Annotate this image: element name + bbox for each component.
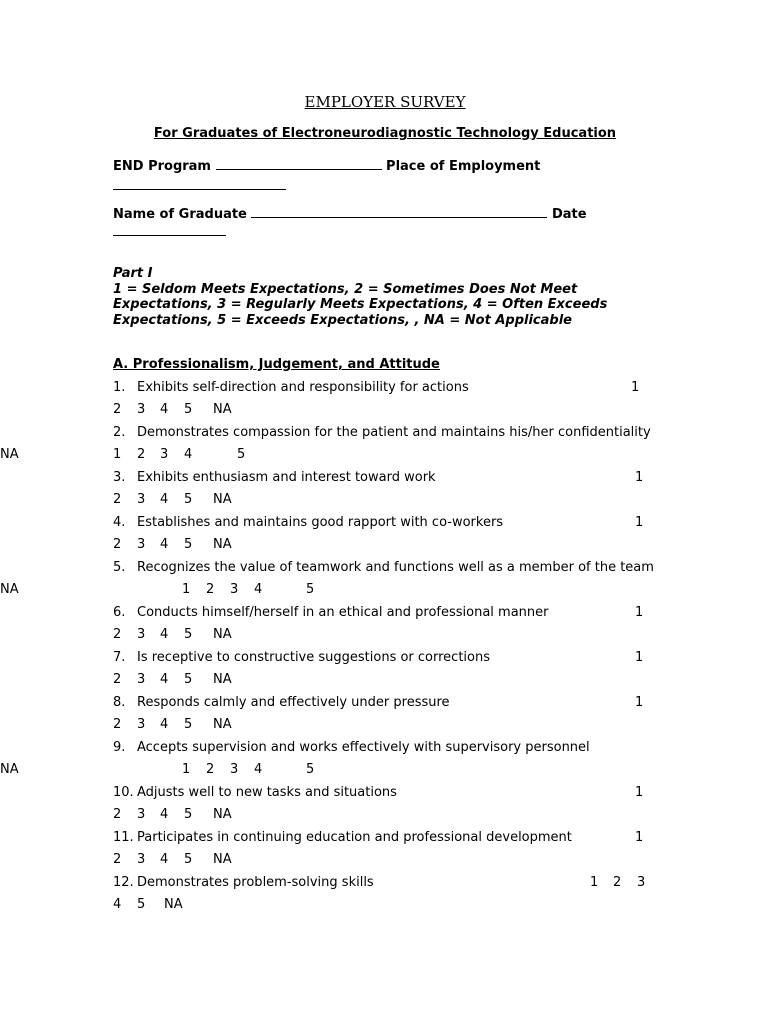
rating-option-2[interactable]: 2 — [113, 807, 122, 822]
item-text: Conducts himself/herself in an ethical and professional manner — [137, 605, 549, 620]
item-text: Responds calmly and effectively under pressure — [137, 695, 450, 710]
rating-option-4[interactable]: 4 — [254, 582, 263, 597]
item-number: 3. — [113, 470, 126, 485]
date-field[interactable] — [113, 234, 226, 236]
item-number: 9. — [113, 740, 126, 755]
item-number: 6. — [113, 605, 126, 620]
rating-option-na[interactable]: NA — [213, 537, 232, 552]
item-text: Participates in continuing education and professional development — [137, 830, 572, 845]
scale-line-3: Expectations, 5 = Exceeds Expectations, , NA = Not Applicable — [113, 312, 572, 328]
rating-option-3[interactable]: 3 — [137, 402, 146, 417]
rating-option-2[interactable]: 2 — [113, 717, 122, 732]
page-title: EMPLOYER SURVEY — [304, 93, 466, 111]
rating-option-1[interactable]: 1 — [635, 605, 644, 620]
rating-scale-legend — [113, 266, 633, 328]
item-number: 8. — [113, 695, 126, 710]
rating-option-na[interactable]: NA — [213, 717, 232, 732]
rating-option-5[interactable]: 5 — [137, 897, 146, 912]
rating-option-1[interactable]: 1 — [182, 762, 191, 777]
program-field[interactable] — [216, 157, 382, 170]
graduate-label: Name of Graduate — [113, 207, 247, 222]
survey-item — [113, 470, 436, 485]
item-text: Recognizes the value of teamwork and functions well as a member of the team — [137, 560, 654, 575]
rating-option-1[interactable]: 1 — [635, 515, 644, 530]
rating-option-5[interactable]: 5 — [184, 537, 193, 552]
item-text: Establishes and maintains good rapport with co-workers — [137, 515, 504, 530]
survey-item — [113, 380, 469, 395]
page-subtitle: For Graduates of Electroneurodiagnostic Technology Education — [153, 126, 617, 141]
graduate-field[interactable] — [251, 205, 547, 218]
item-text: Exhibits enthusiasm and interest toward work — [137, 470, 436, 485]
rating-option-5[interactable]: 5 — [237, 447, 246, 462]
date-label: Date — [551, 207, 587, 222]
rating-option-3[interactable]: 3 — [137, 717, 146, 732]
item-text: Demonstrates problem-solving skills — [137, 875, 374, 890]
rating-option-2[interactable]: 2 — [113, 402, 122, 417]
survey-item — [113, 425, 651, 440]
rating-option-2[interactable]: 2 — [137, 447, 146, 462]
rating-option-3[interactable]: 3 — [137, 852, 146, 867]
rating-option-5[interactable]: 5 — [184, 627, 193, 642]
survey-item — [113, 515, 503, 530]
rating-option-4[interactable]: 4 — [160, 627, 169, 642]
rating-option-na[interactable]: NA — [213, 852, 232, 867]
rating-option-1[interactable]: 1 — [635, 470, 644, 485]
graduate-row — [113, 205, 587, 222]
survey-item — [113, 785, 397, 800]
rating-option-2[interactable]: 2 — [113, 852, 122, 867]
section-a-heading: A. Professionalism, Judgement, and Attitude — [113, 357, 440, 372]
item-text: Demonstrates compassion for the patient and maintains his/her confidentiality — [137, 425, 651, 440]
item-number: 12. — [113, 875, 134, 890]
rating-option-5[interactable]: 5 — [184, 492, 193, 507]
rating-option-1[interactable]: 1 — [631, 380, 640, 395]
rating-option-1[interactable]: 1 — [635, 695, 644, 710]
scale-line-1: 1 = Seldom Meets Expectations, 2 = Sometimes Does Not Meet — [113, 281, 578, 297]
rating-option-3[interactable]: 3 — [160, 447, 169, 462]
rating-option-4[interactable]: 4 — [113, 897, 122, 912]
program-row — [113, 157, 540, 174]
rating-option-3[interactable]: 3 — [230, 762, 239, 777]
rating-option-3[interactable]: 3 — [137, 807, 146, 822]
rating-option-na[interactable]: NA — [164, 897, 183, 912]
rating-option-na[interactable]: NA — [213, 807, 232, 822]
item-text: Accepts supervision and works effectively with supervisory personnel — [137, 740, 590, 755]
survey-item — [113, 695, 450, 710]
item-number: 5. — [113, 560, 126, 575]
item-text: Adjusts well to new tasks and situations — [137, 785, 397, 800]
rating-option-1[interactable]: 1 — [635, 650, 644, 665]
rating-option-3[interactable]: 3 — [137, 492, 146, 507]
rating-option-4[interactable]: 4 — [160, 717, 169, 732]
rating-option-5[interactable]: 5 — [184, 852, 193, 867]
rating-option-5[interactable]: 5 — [184, 402, 193, 417]
rating-option-3[interactable]: 3 — [137, 672, 146, 687]
rating-option-3[interactable]: 3 — [137, 627, 146, 642]
rating-option-na[interactable]: NA — [0, 582, 19, 597]
rating-option-na[interactable]: NA — [0, 762, 19, 777]
item-number: 7. — [113, 650, 126, 665]
employment-label: Place of Employment — [386, 159, 541, 174]
rating-option-1[interactable]: 1 — [113, 447, 122, 462]
rating-option-3[interactable]: 3 — [230, 582, 239, 597]
rating-option-4[interactable]: 4 — [184, 447, 193, 462]
program-label: END Program — [113, 159, 211, 174]
rating-option-1[interactable]: 1 — [182, 582, 191, 597]
rating-option-na[interactable]: NA — [213, 492, 232, 507]
item-number: 11. — [113, 830, 134, 845]
rating-option-na[interactable]: NA — [0, 447, 19, 462]
survey-item — [113, 605, 549, 620]
rating-option-1[interactable]: 1 — [635, 785, 644, 800]
rating-option-3[interactable]: 3 — [137, 537, 146, 552]
rating-option-4[interactable]: 4 — [160, 672, 169, 687]
rating-option-3[interactable]: 3 — [637, 875, 646, 890]
rating-option-5[interactable]: 5 — [306, 762, 315, 777]
item-number: 2. — [113, 425, 126, 440]
rating-option-2[interactable]: 2 — [113, 672, 122, 687]
rating-option-2[interactable]: 2 — [613, 875, 622, 890]
rating-option-2[interactable]: 2 — [206, 582, 215, 597]
item-text: Exhibits self-direction and responsibility for actions — [137, 380, 469, 395]
rating-option-4[interactable]: 4 — [254, 762, 263, 777]
item-number: 1. — [113, 380, 126, 395]
rating-option-4[interactable]: 4 — [160, 807, 169, 822]
rating-option-2[interactable]: 2 — [113, 537, 122, 552]
item-number: 4. — [113, 515, 126, 530]
rating-option-na[interactable]: NA — [213, 627, 232, 642]
rating-option-4[interactable]: 4 — [160, 402, 169, 417]
rating-option-5[interactable]: 5 — [306, 582, 315, 597]
rating-option-2[interactable]: 2 — [113, 492, 122, 507]
rating-option-1[interactable]: 1 — [590, 875, 599, 890]
survey-item — [113, 560, 654, 575]
rating-option-na[interactable]: NA — [213, 672, 232, 687]
rating-option-5[interactable]: 5 — [184, 717, 193, 732]
rating-option-2[interactable]: 2 — [206, 762, 215, 777]
rating-option-1[interactable]: 1 — [635, 830, 644, 845]
employment-field[interactable] — [113, 188, 286, 190]
item-number: 10. — [113, 785, 134, 800]
rating-option-4[interactable]: 4 — [160, 537, 169, 552]
item-text: Is receptive to constructive suggestions or corrections — [137, 650, 491, 665]
part-heading: Part I — [113, 266, 153, 281]
rating-option-4[interactable]: 4 — [160, 852, 169, 867]
rating-option-5[interactable]: 5 — [184, 807, 193, 822]
survey-item — [113, 830, 572, 845]
rating-option-na[interactable]: NA — [213, 402, 232, 417]
rating-option-2[interactable]: 2 — [113, 627, 122, 642]
survey-item — [113, 740, 590, 755]
survey-item — [113, 875, 374, 890]
scale-line-2: Expectations, 3 = Regularly Meets Expectations, 4 = Often Exceeds — [113, 297, 608, 312]
rating-option-5[interactable]: 5 — [184, 672, 193, 687]
rating-option-4[interactable]: 4 — [160, 492, 169, 507]
survey-item — [113, 650, 490, 665]
